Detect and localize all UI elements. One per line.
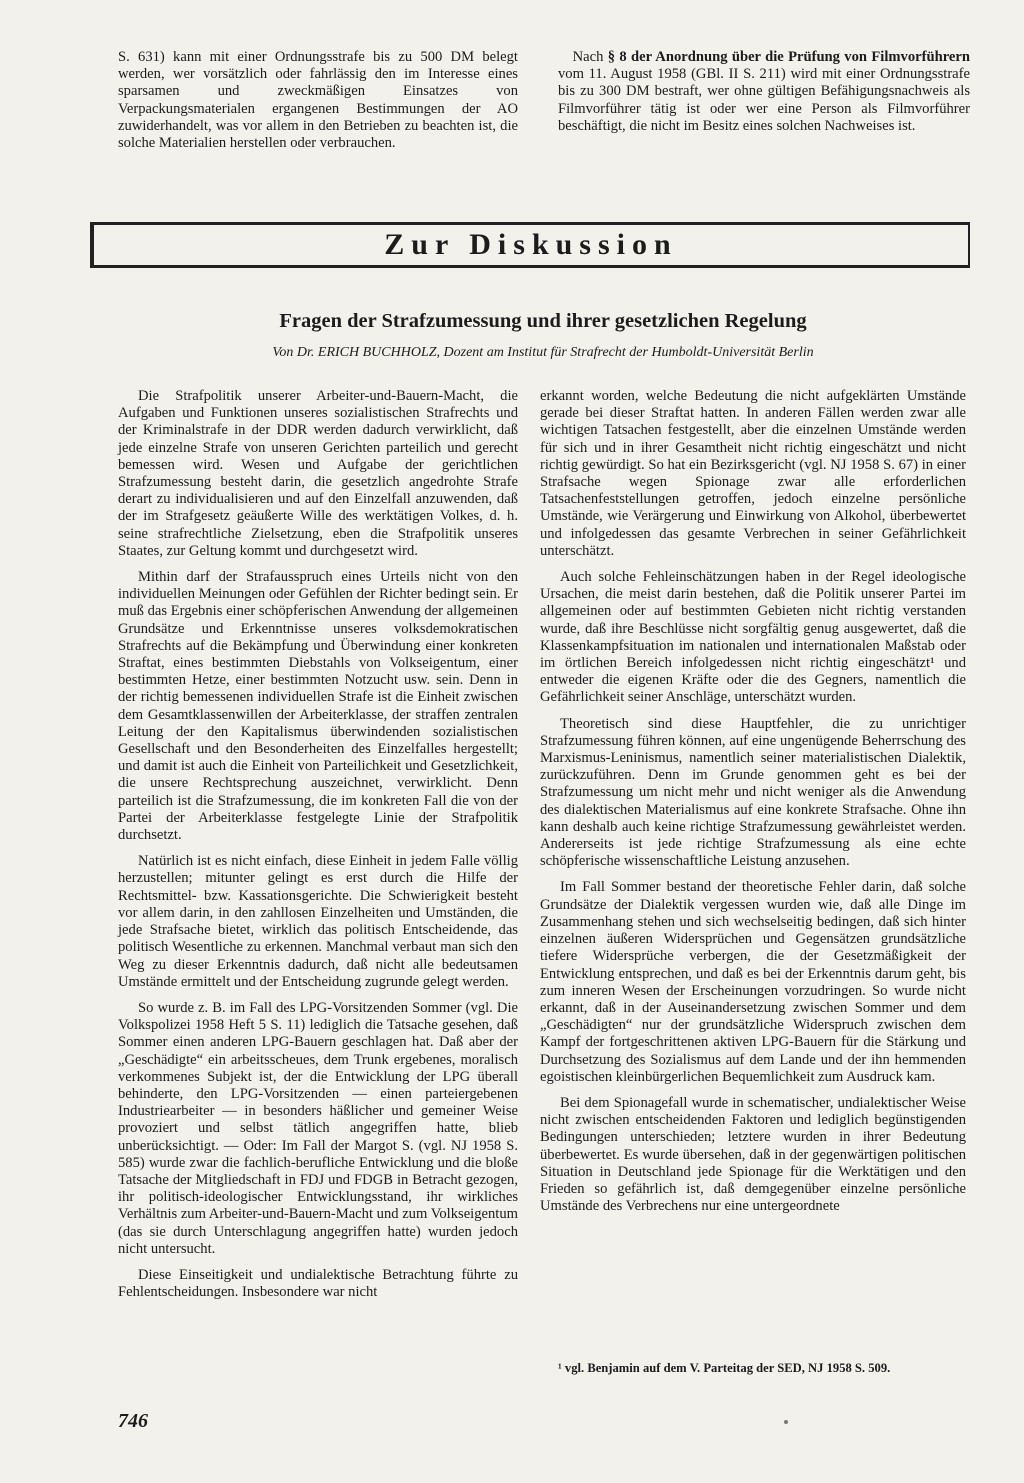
paragraph: Bei dem Spionagefall wurde in schematischer, undialektischer Weise nicht zwischen entscheidenden Faktoren und lediglich begünstigenden Bedingungen unterschieden; letztere wurden in ihrer Bedeutung überbewertet. Es wurde übersehen, daß in der gegenwärtigen politischen Situation in Deutschland jede Spionage für die Werktätigen und den Frieden so gefährlich ist, daß demgegenüber einzelne persönliche Umstände des Verbrechens nur eine untergeordnete: [540, 1094, 966, 1215]
article-title: Fragen der Strafzumessung und ihrer gesetzlichen Regelung: [279, 310, 807, 332]
footnote: ¹ vgl. Benjamin auf dem V. Parteitag der SED, NJ 1958 S. 509.: [558, 1361, 891, 1375]
article-right-column: [540, 388, 966, 1224]
paragraph: Mithin darf der Strafausspruch eines Urteils nicht von den individuellen Meinungen oder Gefühlen der Richter bedingt sein. Er muß das Ergebnis einer schöpferischen Anwendung der allgemeinen Grundsätze und Erkenntnisse unseres volksdemokratischen Strafrechts auf die Bekämpfung und Überwindung einer konkreten Straftat, eines bestimmten Diebstahls von Volkseigentum, einer bestimmten Hetze, einer bestimmten Notzucht usw. sein. Denn in der richtig bemessenen individuellen Strafe ist die Einheit zwischen dem Gesamtklassenwillen der Arbeiterklasse, der straffen zentralen Leitung der den Kapitalismus überwindenden sozialistischen Gesellschaft und den Besonderheiten des Einzelfalles hergestellt; und damit ist auch die Einheit von Parteilichkeit und Gesetzlichkeit, die unsere Rechtsprechung auszeichnet, verwirklicht. Denn parteilich ist die Strafzumessung, die im konkreten Fall die von der Partei der Arbeiterklasse festgelegte Linie der Strafpolitik durchsetzt.: [118, 569, 518, 844]
top-right-paragraph: [558, 49, 970, 135]
top-right-suffix: vom 11. August 1958 (GBl. II S. 211) wird mit einer Ordnungsstrafe bis zu 300 DM bestraft, wer ohne gültigen Befähigungsnachweis als Filmvorführer tätig ist oder wer eine Person als Filmvorführer beschäftigt, die nicht im Besitz eines solchen Nachweises ist.: [558, 66, 970, 134]
paragraph: Diese Einseitigkeit und undialektische Betrachtung führte zu Fehlentscheidungen. Insbesondere war nicht: [118, 1266, 518, 1301]
paragraph: So wurde z. B. im Fall des LPG-Vorsitzenden Sommer (vgl. Die Volkspolizei 1958 Heft 5 S. 11) lediglich die Tatsache gesehen, daß Sommer einen anderen LPG-Bauern geschlagen hat. Daß aber der „Geschädigte“ ein arbeitsscheues, dem Trunk ergebenes, moralisch verkommenes Subjekt ist, der die Entwicklung der LPG überall behinderte, den LPG-Vorsitzenden — einen parteiergebenen Industriearbeiter — in besonders häßlicher und gemeiner Weise provoziert und selbst tätlich angegriffen hatte, blieb unberücksichtigt. — Oder: Im Fall der Margot S. (vgl. NJ 1958 S. 585) wurde zwar die fachlich-berufliche Entwicklung und die bloße Tatsache der Mitgliedschaft in FDJ und FDGB in Betracht gezogen, ihr politisch-ideologischer Entwicklungsstand, ihr wirkliches Verhältnis zum Arbeiter-und-Bauern-Macht und zum Volkseigentum (das sie durch Unterschlagung angegriffen hatte) wurden jedoch nicht untersucht.: [118, 999, 519, 1257]
page-number: 746: [118, 1410, 148, 1432]
paragraph: Natürlich ist es nicht einfach, diese Einheit in jedem Falle völlig herzustellen; mitunter gelingt es erst durch die Hilfe der Rechtsmittel- bzw. Kassationsgerichte. Die Schwierigkeit besteht vor allem darin, in den zahllosen Einzelheiten und Umständen, die jede Strafsache bietet, wirklich das politisch Entscheidende, das politisch Wesentliche zu erkennen. Manchmal verbaut man sich den Weg zu dieser Erkenntnis dadurch, daß nicht alle bedeutsamen Umstände ermittelt und der Entscheidung zugrunde gelegt werden.: [118, 853, 518, 990]
top-left-paragraph: S. 631) kann mit einer Ordnungsstrafe bis zu 500 DM belegt werden, wer vorsätzlich oder fahrlässig den im Interesse eines sparsamen und zweckmäßigen Einsatzes von Verpackungsmaterialen ergangenen Bestimmungen der AO zuwiderhandelt, was vor allem in den Betrieben zu beachten ist, die solche Materialien herstellen oder verbrauchen.: [118, 49, 518, 152]
section-banner: [90, 222, 970, 268]
top-right-column: [558, 49, 970, 135]
article-byline: Von Dr. ERICH BUCHHOLZ, Dozent am Institut für Strafrecht der Humboldt-Universität Berlin: [272, 345, 814, 360]
paragraph: Im Fall Sommer bestand der theoretische Fehler darin, daß solche Grundsätze der Dialektik vergessen wurden wie, daß alle Dinge im Zusammenhang stehen und sich wechselseitig bedingen, daß sich hinter einzelnen äußeren Widersprüchen und Gegensätzen grundsätzliche tiefere Widersprüche verbergen, die der Gesetzmäßigkeit der Entwicklung entsprechen, und daß es bei der Erkenntnis darum geht, bis zum inneren Wesen der Erscheinungen vorzudringen. So wurde nicht erkannt, daß in der Auseinandersetzung zwischen Sommer und dem „Geschädigten“ nur der grundsätzliche Widerspruch zwischen dem Kampf der fortgeschrittenen aktiven LPG-Bauern für die Stärkung und Durchsetzung des Sozialismus auf dem Lande und der ihn hemmenden egoistischen kleinbürgerlichen Bequemlichkeit zum Ausdruck kam.: [540, 879, 966, 1085]
top-right-prefix: Nach: [572, 49, 608, 65]
paragraph: Auch solche Fehleinschätzungen haben in der Regel ideologische Ursachen, die meist darin bestehen, daß die Politik unserer Partei im allgemeinen oder auf bestimmten Gebieten nicht richtig verstanden wurde, daß ihre Beschlüsse nicht sorgfältig genug ausgewertet, daß die Klassenkampfsituation im nationalen und internationalen Maßstab oder im örtlichen Bereich infolgedessen nicht richtig eingeschätzt¹ und entweder die eigenen Kräfte oder die des Gegners, namentlich die Gefährlichkeit seiner Anschläge, unterschätzt wurden.: [540, 569, 966, 706]
print-speck: [784, 1420, 788, 1424]
article-left-column: [118, 388, 518, 1310]
paragraph: Theoretisch sind diese Hauptfehler, die zu unrichtiger Strafzumessung führen können, auf eine ungenügende Beherrschung des Marxismus-Leninismus, namentlich seiner materialistischen Dialektik, zurückzuführen. Denn im Grunde genommen geht es bei der Strafzumessung um nicht mehr und nicht weniger als die Anwendung des dialektischen Materialismus auf eine konkrete Strafsache. Ohne ihn kann deshalb auch keine richtige Strafzumessung gewährleistet werden. Andererseits ist jede richtige Strafzumessung als eine echte schöpferische wissenschaftliche Leistung anzusehen.: [540, 715, 966, 870]
section-banner-title: Zur Diskussion: [384, 228, 678, 261]
top-left-column: [118, 49, 518, 152]
paragraph: Die Strafpolitik unserer Arbeiter-und-Bauern-Macht, die Aufgaben und Funktionen unseres sozialistischen Strafrechts und der Kriminalstrafe in der DDR werden dadurch verwirklicht, daß jede einzelne Strafe von unseren Gerichten parteilich und gerecht bemessen wird. Wesen und Aufgabe der gerichtlichen Strafzumessung besteht darin, die gesetzlich angedrohte Strafe derart zu individualisieren und auf den Einzelfall anzuwenden, daß der im Strafgesetz geäußerte Wille des werktätigen Volkes, d. h. seine strafrechtliche Zielsetzung, eben die Strafpolitik unseres Staates, zur Geltung kommt und durchgesetzt wird.: [118, 388, 518, 559]
top-right-bold-reference: § 8 der Anordnung über die Prüfung von Filmvorführern: [607, 49, 970, 65]
paragraph: erkannt worden, welche Bedeutung die nicht aufgeklärten Umstände gerade bei dieser Straftat hatten. In anderen Fällen werden zwar alle wichtigen Tatsachen festgestellt, aber die einzelnen Umstände werden für sich und in ihrer Gesamtheit nicht richtig eingeschätzt und nicht richtig gewürdigt. So hat ein Bezirksgericht (vgl. NJ 1958 S. 67) in einer Strafsache wegen Spionage zwar alle erforderlichen Tatsachenfeststellungen getroffen, jedoch einzelne persönliche Umstände, wie Verärgerung und Einwirkung von Alkohol, überbewertet und infolgedessen das gesamte Verbrechen in seiner Gefährlichkeit unterschätzt.: [540, 388, 966, 559]
